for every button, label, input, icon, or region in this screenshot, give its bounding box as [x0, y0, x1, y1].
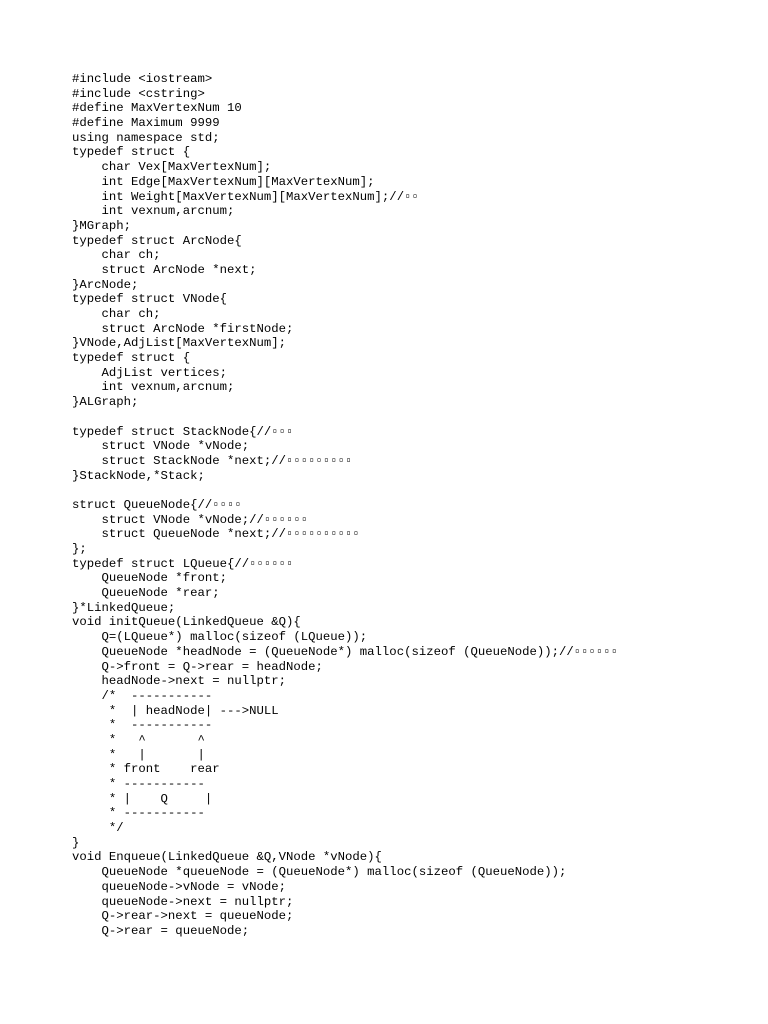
- code-line: * -----------: [72, 806, 205, 821]
- code-line: * -----------: [72, 777, 205, 791]
- code-line: * | |: [72, 747, 205, 762]
- code-line: }MGraph;: [72, 218, 132, 233]
- code-line: struct ArcNode *next;: [72, 262, 257, 277]
- code-line: * -----------: [72, 718, 213, 733]
- code-line: int vexnum,arcnum;: [72, 380, 235, 395]
- code-line: }StackNode,*Stack;: [72, 468, 205, 483]
- code-line: struct VNode *vNode;: [72, 439, 250, 454]
- code-line: typedef struct StackNode{//▫▫▫: [72, 424, 294, 439]
- code-line: #define Maximum 9999: [72, 116, 220, 131]
- code-line: char Vex[MaxVertexNum];: [72, 160, 272, 175]
- code-line: * ^ ^: [72, 732, 205, 747]
- code-line: using namespace std;: [72, 130, 220, 145]
- code-line: struct QueueNode *next;//▫▫▫▫▫▫▫▫▫▫: [72, 527, 360, 542]
- code-line: queueNode->vNode = vNode;: [72, 879, 287, 894]
- code-line: int Edge[MaxVertexNum][MaxVertexNum];: [72, 174, 375, 189]
- code-line: struct ArcNode *firstNode;: [72, 321, 294, 336]
- code-line: #define MaxVertexNum 10: [72, 101, 242, 116]
- code-line: Q->rear->next = queueNode;: [72, 909, 294, 924]
- code-line: #include <cstring>: [72, 86, 205, 101]
- code-line: queueNode->next = nullptr;: [72, 894, 294, 909]
- code-listing: [72, 72, 752, 939]
- code-line: int vexnum,arcnum;: [72, 204, 235, 219]
- code-line: [72, 410, 752, 425]
- code-line: typedef struct ArcNode{: [72, 233, 242, 248]
- code-line: AdjList vertices;: [72, 365, 227, 380]
- code-line: typedef struct {: [72, 145, 191, 160]
- code-line: };: [72, 542, 87, 556]
- code-line: void initQueue(LinkedQueue &Q){: [72, 615, 301, 630]
- code-line: * | headNode| --->NULL: [72, 703, 279, 718]
- code-line: QueueNode *queueNode = (QueueNode*) malloc(sizeof (QueueNode));: [72, 865, 567, 880]
- code-line: }ArcNode;: [72, 277, 139, 292]
- code-line: headNode->next = nullptr;: [72, 674, 287, 689]
- code-line: }VNode,AdjList[MaxVertexNum];: [72, 336, 287, 351]
- code-line: * front rear: [72, 762, 220, 777]
- code-line: int Weight[MaxVertexNum][MaxVertexNum];//▫▫: [72, 189, 419, 204]
- code-line: }*LinkedQueue;: [72, 600, 176, 615]
- code-line: [72, 483, 752, 498]
- code-line: /* -----------: [72, 688, 213, 703]
- code-line: Q->front = Q->rear = headNode;: [72, 659, 323, 674]
- code-line: struct VNode *vNode;//▫▫▫▫▫▫: [72, 512, 309, 527]
- code-line: QueueNode *front;: [72, 571, 227, 586]
- code-line: QueueNode *rear;: [72, 586, 220, 601]
- code-line: typedef struct LQueue{//▫▫▫▫▫▫: [72, 556, 294, 571]
- code-line: typedef struct {: [72, 351, 191, 366]
- code-line: char ch;: [72, 248, 161, 263]
- code-line: Q=(LQueue*) malloc(sizeof (LQueue));: [72, 630, 368, 645]
- code-line: struct StackNode *next;//▫▫▫▫▫▫▫▫▫: [72, 453, 353, 468]
- code-line: }: [72, 835, 80, 850]
- code-line: void Enqueue(LinkedQueue &Q,VNode *vNode){: [72, 850, 382, 865]
- code-line: }ALGraph;: [72, 395, 139, 410]
- code-line: struct QueueNode{//▫▫▫▫: [72, 497, 242, 512]
- code-line: Q->rear = queueNode;: [72, 923, 250, 938]
- code-line: char ch;: [72, 307, 161, 321]
- code-line: typedef struct VNode{: [72, 292, 227, 307]
- code-line: QueueNode *headNode = (QueueNode*) malloc(sizeof (QueueNode));//▫▫▫▫▫▫: [72, 644, 619, 659]
- code-line: * | Q |: [72, 791, 213, 806]
- code-line: */: [72, 821, 124, 836]
- code-line: #include <iostream>: [72, 72, 213, 86]
